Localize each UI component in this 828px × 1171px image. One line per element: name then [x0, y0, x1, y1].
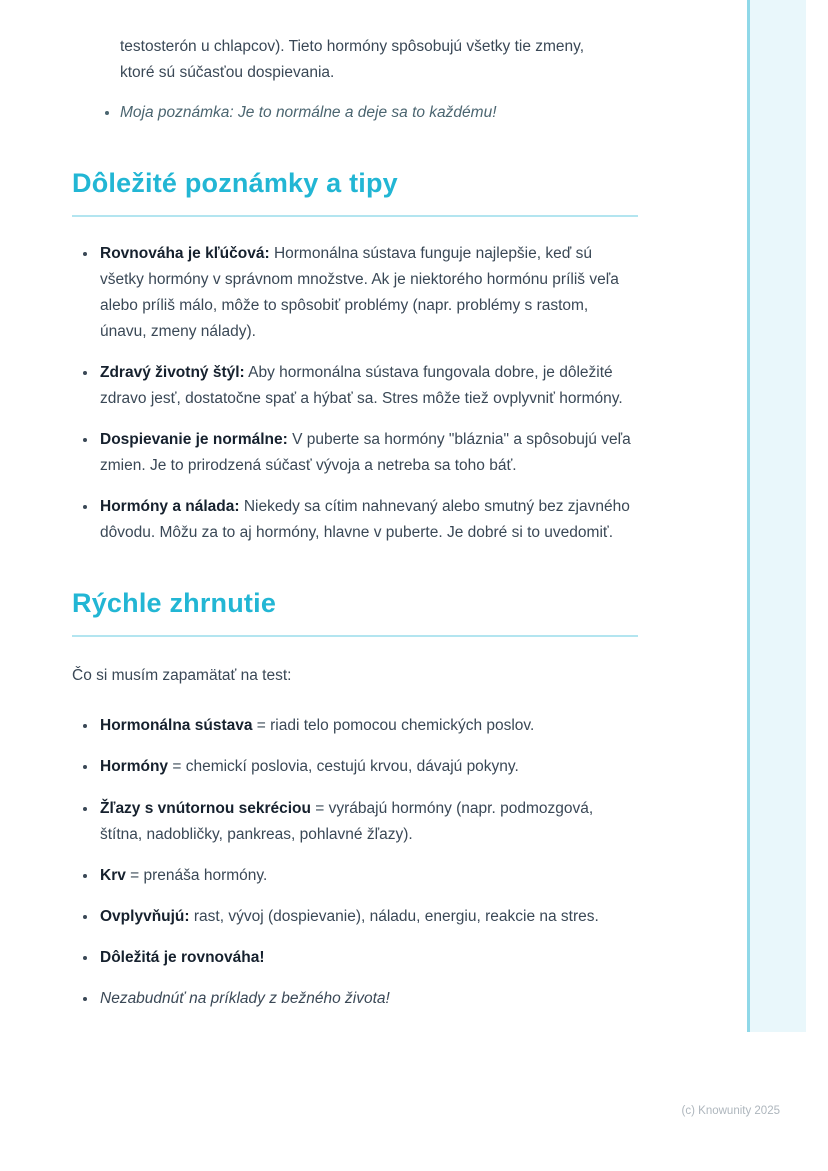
quick-summary-list: [72, 713, 638, 1011]
summary-intro: Čo si musím zapamätať na test:: [72, 667, 292, 685]
list-item: [98, 904, 638, 930]
list-item: [98, 754, 638, 780]
bullet-bold-label: Dôležitá je rovnováha!: [100, 948, 265, 966]
bullet-text: = riadi telo pomocou chemických poslov.: [252, 717, 535, 735]
list-item: [98, 360, 638, 412]
bullet-text: = vyrábajú hormóny (napr. podmozgová, štítna, nadobličky, pankreas, pohlavné žľazy).: [100, 799, 594, 843]
personal-note-list: [72, 100, 638, 126]
list-item: [98, 945, 638, 971]
bullet-bold-label: Hormonálna sústava: [100, 717, 253, 735]
bullet-bold-label: Hormóny: [100, 758, 169, 776]
personal-note-item: • Moja poznámka: Je to normálne a deje sa to každému!: [120, 100, 638, 126]
bullet-bold-label: Krv: [100, 866, 126, 884]
bullet-text: = chemickí poslovia, cestujú krvou, dávajú pokyny.: [168, 758, 519, 776]
bullet-text: Niekedy sa cítim nahnevaný alebo smutný bez zjavného dôvodu. Môžu za to aj hormóny, hlavne v puberte. Je dobré si to uvedomiť.: [100, 498, 630, 542]
bullet-text: Nezabudnúť na príklady z bežného života!: [100, 989, 390, 1007]
section-divider: [72, 635, 638, 637]
footer-credit: (c) Knowunity 2025: [681, 1105, 780, 1117]
decorative-side-band: [747, 0, 806, 1032]
section-divider: [72, 215, 638, 217]
bullet-bold-label: Hormóny a nálada:: [100, 498, 240, 516]
bullet-text: Hormonálna sústava funguje najlepšie, keď sú všetky hormóny v správnom množstve. Ak je niektorého hormónu príliš veľa alebo príliš málo, môže to spôsobiť problémy (napr. problémy s rastom, únavu, zmeny nálady).: [100, 245, 619, 341]
list-item: [98, 863, 638, 889]
bullet-bold-label: Zdravý životný štýl:: [100, 364, 245, 382]
page-content: [72, 34, 638, 1012]
bullet-bold-label: Ovplyvňujú:: [100, 907, 190, 925]
continuation-paragraph: testosterón u chlapcov). Tieto hormóny spôsobujú všetky tie zmeny, ktoré sú súčasťou dospievania.: [120, 38, 585, 82]
notes-tips-list: [72, 241, 638, 546]
list-item: [98, 427, 638, 479]
bullet-text: rast, vývoj (dospievanie), náladu, energiu, reakcie na stres.: [189, 907, 599, 925]
bullet-text: = prenáša hormóny.: [125, 866, 268, 884]
bullet-bold-label: Rovnováha je kľúčová:: [100, 245, 270, 263]
list-item-italic-note: [98, 986, 638, 1012]
list-item: [98, 796, 638, 848]
bullet-bold-label: Dospievanie je normálne:: [100, 431, 288, 449]
section-title-quick-summary: Rýchle zhrnutie: [72, 588, 277, 619]
bullet-text: Aby hormonálna sústava fungovala dobre, je dôležité zdravo jesť, dostatočne spať a hýbať sa. Stres môže tiež ovplyvniť hormóny.: [100, 364, 623, 408]
bullet-text: V puberte sa hormóny "bláznia" a spôsobujú veľa zmien. Je to prirodzená súčasť vývoja a netreba sa toho báť.: [100, 431, 631, 475]
list-item: [98, 713, 638, 739]
list-item: [98, 494, 638, 546]
bullet-bold-label: Žľazy s vnútornou sekréciou: [100, 799, 311, 817]
list-item: [98, 241, 638, 345]
section-title-notes-tips: Dôležité poznámky a tipy: [72, 168, 398, 199]
